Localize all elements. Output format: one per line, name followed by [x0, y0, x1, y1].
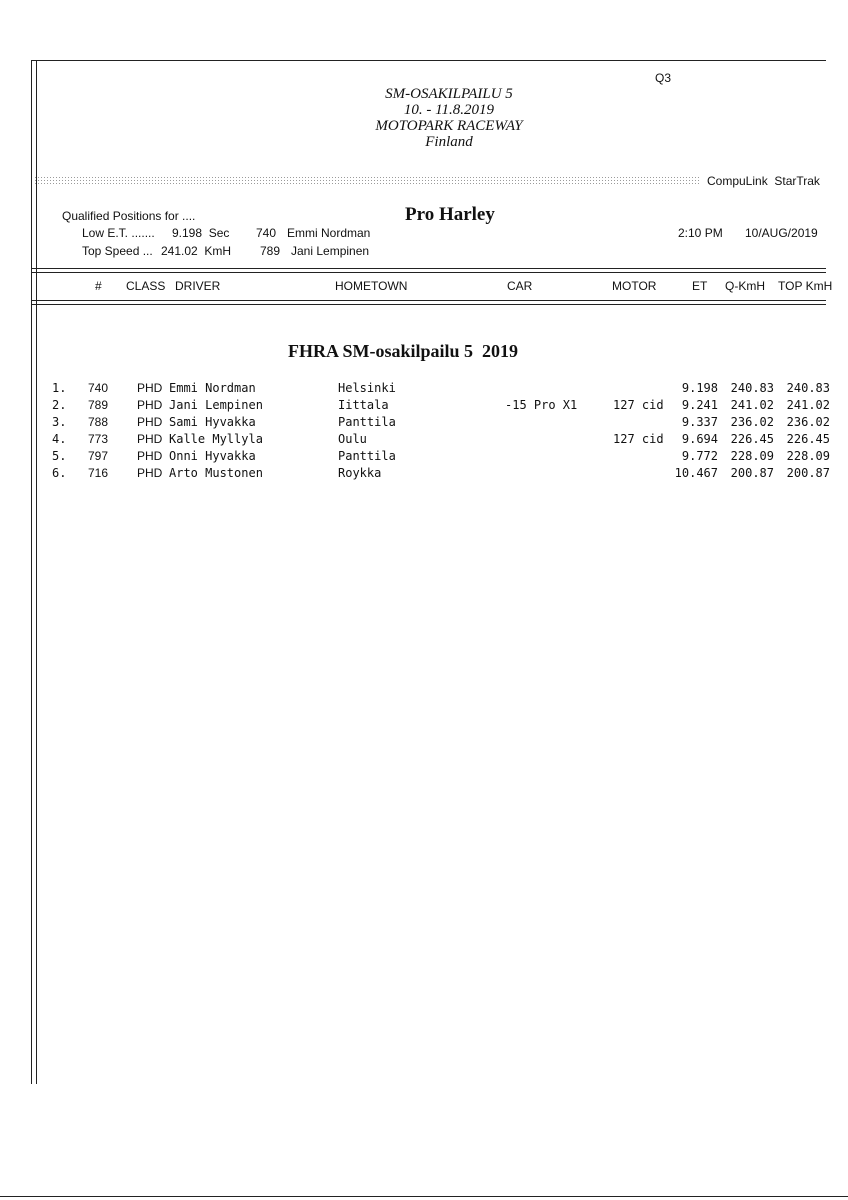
row-driver: Jani Lempinen	[169, 398, 263, 412]
row-qkmh: 241.02	[730, 398, 774, 412]
row-top: 228.09	[786, 449, 830, 463]
row-number: 797	[88, 449, 109, 463]
column-divider-2	[31, 304, 826, 305]
col-motor: MOTOR	[612, 279, 657, 293]
row-et: 9.694	[681, 432, 718, 446]
qualified-label: Qualified Positions for ....	[62, 209, 196, 223]
row-qkmh: 200.87	[730, 466, 774, 480]
row-et: 9.241	[681, 398, 718, 412]
report-time: 2:10 PM	[678, 226, 723, 240]
top-speed-driver: Jani Lempinen	[291, 244, 370, 258]
row-position: 4.	[52, 432, 67, 446]
row-driver: Emmi Nordman	[169, 381, 256, 395]
row-position: 2.	[52, 398, 67, 412]
row-position: 5.	[52, 449, 67, 463]
row-hometown: Iittala	[338, 398, 389, 412]
table-row	[0, 449, 848, 466]
row-number: 740	[88, 381, 109, 395]
row-qkmh: 240.83	[730, 381, 774, 395]
row-class: PHD	[137, 381, 163, 395]
row-driver: Arto Mustonen	[169, 466, 263, 480]
table-row	[0, 398, 848, 415]
row-et: 10.467	[674, 466, 718, 480]
header-divider-2	[31, 272, 826, 273]
left-border-inner	[36, 60, 37, 1084]
row-hometown: Helsinki	[338, 381, 396, 395]
row-hometown: Panttila	[338, 415, 396, 429]
row-class: PHD	[137, 449, 163, 463]
page-code: Q3	[655, 71, 672, 85]
row-number: 773	[88, 432, 109, 446]
row-number: 789	[88, 398, 109, 412]
top-speed-label: Top Speed ...	[82, 244, 153, 258]
row-et: 9.198	[681, 381, 718, 395]
row-number: 788	[88, 415, 109, 429]
col-topkmh: TOP KmH	[778, 279, 833, 293]
top-speed-value: 241.02 KmH	[161, 244, 232, 258]
col-num: #	[95, 279, 102, 293]
table-row	[0, 466, 848, 483]
report-date: 10/AUG/2019	[745, 226, 818, 240]
top-speed-number: 789	[260, 244, 281, 258]
event-dates: 10. - 11.8.2019	[403, 102, 495, 118]
row-number: 716	[88, 466, 109, 480]
row-top: 236.02	[786, 415, 830, 429]
row-motor: 127 cid	[613, 398, 664, 412]
row-position: 3.	[52, 415, 67, 429]
row-class: PHD	[137, 415, 163, 429]
left-border-outer	[31, 60, 32, 1084]
section-title: FHRA SM-osakilpailu 5 2019	[288, 341, 519, 361]
row-class: PHD	[137, 432, 163, 446]
row-position: 1.	[52, 381, 67, 395]
table-row	[0, 381, 848, 398]
low-et-label: Low E.T. .......	[82, 226, 155, 240]
col-hometown: HOMETOWN	[335, 279, 408, 293]
top-border	[31, 60, 826, 61]
row-qkmh: 236.02	[730, 415, 774, 429]
dotted-separator	[34, 176, 700, 186]
row-et: 9.772	[681, 449, 718, 463]
row-driver: Sami Hyvakka	[169, 415, 256, 429]
col-car: CAR	[507, 279, 533, 293]
row-driver: Kalle Myllyla	[169, 432, 263, 446]
row-hometown: Oulu	[338, 432, 367, 446]
col-class: CLASS	[126, 279, 166, 293]
row-hometown: Panttila	[338, 449, 396, 463]
row-top: 200.87	[786, 466, 830, 480]
row-top: 240.83	[786, 381, 830, 395]
col-qkmh: Q-KmH	[725, 279, 765, 293]
row-class: PHD	[137, 466, 163, 480]
low-et-driver: Emmi Nordman	[287, 226, 371, 240]
timing-system: CompuLink StarTrak	[707, 174, 820, 188]
col-driver: DRIVER	[175, 279, 221, 293]
row-qkmh: 228.09	[730, 449, 774, 463]
low-et-value: 9.198 Sec	[172, 226, 230, 240]
low-et-number: 740	[256, 226, 277, 240]
table-row	[0, 432, 848, 449]
row-top: 241.02	[786, 398, 830, 412]
bottom-border	[0, 1196, 848, 1197]
row-motor: 127 cid	[613, 432, 664, 446]
col-et: ET	[692, 279, 708, 293]
row-hometown: Roykka	[338, 466, 382, 480]
event-country: Finland	[425, 134, 473, 150]
row-car: -15 Pro X1	[505, 398, 578, 412]
row-qkmh: 226.45	[730, 432, 774, 446]
event-title: SM-OSAKILPAILU 5	[385, 86, 513, 102]
table-row	[0, 415, 848, 432]
event-venue: MOTOPARK RACEWAY	[375, 118, 523, 134]
row-position: 6.	[52, 466, 67, 480]
header-divider-1	[31, 268, 826, 269]
row-top: 226.45	[786, 432, 830, 446]
row-driver: Onni Hyvakka	[169, 449, 256, 463]
row-class: PHD	[137, 398, 163, 412]
column-divider-1	[31, 300, 826, 301]
row-et: 9.337	[681, 415, 718, 429]
class-title: Pro Harley	[405, 204, 495, 225]
